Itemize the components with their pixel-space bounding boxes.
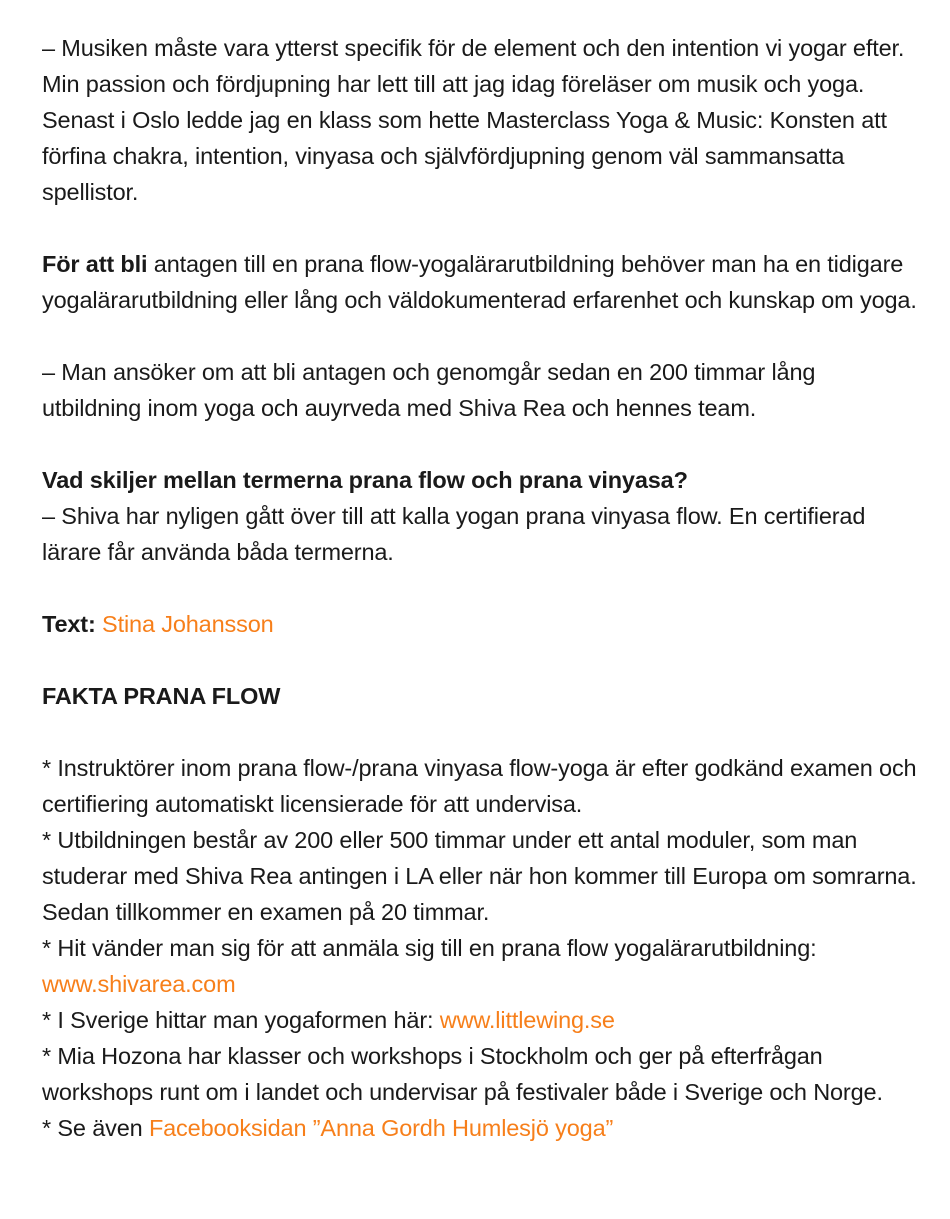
fact-item: * Se även — [42, 1115, 149, 1141]
paragraph-music-text: – Musiken måste vara ytterst specifik för de element och den intention vi yogar efter. Min passion och fördjupning har lett till att jag idag föreläser om musik och yoga. Senast i Oslo ledde jag en klass som hette Masterclass Yoga & Music: Konsten att förfina chakra, intention, vinyasa och självfördjupning genom väl sammansatta spellistor. — [42, 35, 905, 205]
qa-block — [42, 462, 920, 570]
littlewing-link[interactable]: www.littlewing.se — [439, 1007, 615, 1033]
admission-text: antagen till en prana flow-yogalärarutbildning behöver man ha en tidigare yogalärarutbildning eller lång och väldokumenterad erfarenhet och kunskap om yoga. — [42, 251, 917, 313]
facebook-page-link[interactable]: Facebooksidan ”Anna Gordh Humlesjö yoga” — [148, 1115, 614, 1141]
application-text: – Man ansöker om att bli antagen och genomgår sedan en 200 timmar lång utbildning inom yoga och auyrveda med Shiva Rea och hennes team. — [42, 359, 816, 421]
author-link[interactable]: Stina Johansson — [102, 611, 274, 637]
paragraph-application — [42, 354, 920, 426]
byline — [42, 606, 920, 642]
fact-item: * Mia Hozona har klasser och workshops i Stockholm och ger på efterfrågan workshops runt om i landet och undervisar på festivaler både i Sverige och Norge. — [42, 1043, 883, 1105]
paragraph-music — [42, 30, 920, 210]
fact-item: * Hit vänder man sig för att anmäla sig till en prana flow yogalärarutbildning: — [42, 935, 817, 961]
answer-text: – Shiva har nyligen gått över till att kalla yogan prana vinyasa flow. En certifierad lärare får använda båda termerna. — [42, 503, 866, 565]
fact-item: * Utbildningen består av 200 eller 500 timmar under ett antal moduler, som man studerar med Shiva Rea antingen i LA eller när hon kommer till Europa om somrarna. Sedan tillkommer en examen på 20 timmar. — [42, 827, 917, 925]
admission-lead: För att bli — [42, 251, 148, 277]
byline-label: Text: — [42, 611, 96, 637]
question-heading: Vad skiljer mellan termerna prana flow och prana vinyasa? — [42, 467, 688, 493]
fact-item: * Instruktörer inom prana flow-/prana vinyasa flow-yoga är efter godkänd examen och certifiering automatiskt licensierade för att undervisa. — [42, 755, 917, 817]
fact-item: * I Sverige hittar man yogaformen här: — [42, 1007, 440, 1033]
paragraph-admission — [42, 246, 920, 318]
facts-list — [42, 750, 920, 1146]
fakta-heading: FAKTA PRANA FLOW — [42, 683, 281, 709]
shivarea-link[interactable]: www.shivarea.com — [42, 971, 236, 997]
